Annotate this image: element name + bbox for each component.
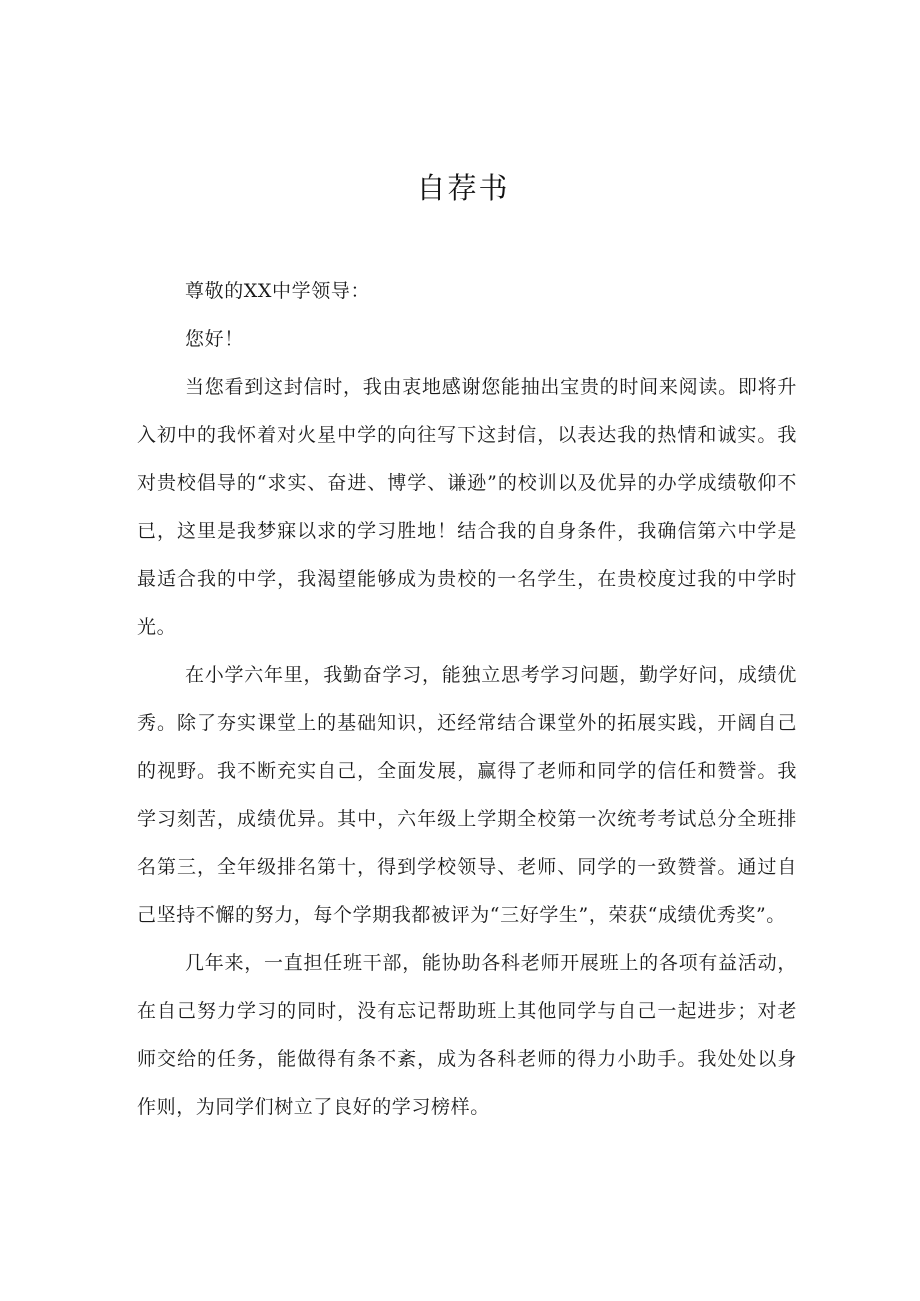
paragraph-intro: 当您看到这封信时，我由衷地感谢您能抽出宝贵的时间来阅读。即将升入初中的我怀着对火星中学的向往写下这封信，以表达我的热情和诚实。我对贵校倡导的“求实、奋进、博学、谦逊”的校训以及优异的办学成绩敬仰不已，这里是我梦寐以求的学习胜地！结合我的自身条件，我确信第六中学是最适合我的中学，我渴望能够成为贵校的一名学生，在贵校度过我的中学时光。 [137,376,797,638]
document-title: 自荐书 [416,171,510,205]
paragraph-achievements: 在小学六年里，我勤奋学习，能独立思考学习问题，勤学好问，成绩优秀。除了夯实课堂上的基础知识，还经常结合课堂外的拓展实践，开阔自己的视野。我不断充实自己，全面发展，赢得了老师和同学的信任和赞誉。我学习刻苦，成绩优异。其中，六年级上学期全校第一次统考考试总分全班排名第三，全年级排名第十，得到学校领导、老师、同学的一致赞誉。通过自己坚持不懈的努力，每个学期我都被评为“三好学生”，荣获“成绩优秀奖”。 [137,664,797,926]
greeting: 您好！ [185,328,244,350]
paragraph-leadership: 几年来，一直担任班干部，能协助各科老师开展班上的各项有益活动，在自己努力学习的同时，没有忘记帮助班上其他同学与自己一起进步；对老师交给的任务，能做得有条不紊，成为各科老师的得力小助手。我处处以身作则，为同学们树立了良好的学习榜样。 [137,952,797,1118]
document-body [137,267,797,1131]
salutation: 尊敬的XX中学领导： [185,280,371,302]
